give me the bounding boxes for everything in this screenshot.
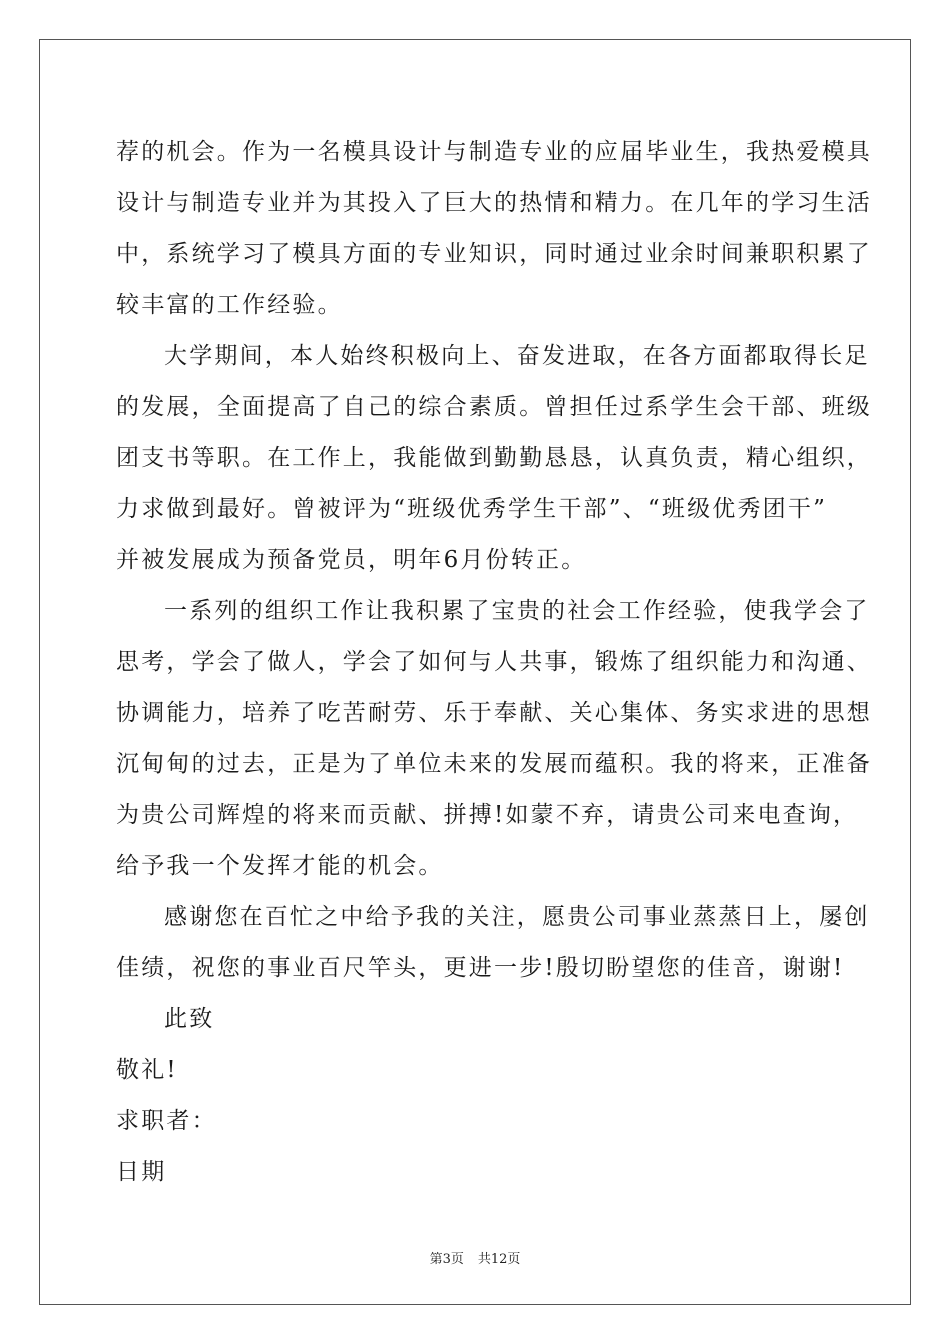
text-line: 求职者： (116, 1108, 217, 1134)
text-line: 荐的机会。作为一名模具设计与制造专业的应届毕业生，我热爱模具 (116, 139, 872, 165)
text-line: 中，系统学习了模具方面的专业知识，同时通过业余时间兼职积累了 (116, 241, 872, 267)
page-total: 共12页 (477, 1252, 521, 1267)
text-line: 的发展，全面提高了自己的综合素质。曾担任过系学生会干部、班级 (116, 394, 872, 420)
text-line: 团支书等职。在工作上，我能做到勤勤恳恳，认真负责，精心组织， (116, 445, 872, 471)
paragraph (116, 127, 872, 331)
text-line: 并被发展成为预备党员，明年6月份转正。 (116, 547, 587, 573)
page-footer (0, 1248, 950, 1267)
text-line: 敬礼! (116, 1057, 178, 1083)
paragraph (116, 1045, 836, 1096)
text-line: 此致 (164, 1006, 215, 1032)
text-line: 感谢您在百忙之中给予我的关注，愿贵公司事业蒸蒸日上，屡创 (164, 904, 870, 930)
text-line: 日期 (116, 1159, 167, 1185)
page-number: 第3页 (429, 1252, 464, 1267)
text-line: 大学期间，本人始终积极向上、奋发进取，在各方面都取得长足 (164, 343, 870, 369)
text-line: 为贵公司辉煌的将来而贡献、拼搏!如蒙不弃，请贵公司来电查询， (116, 802, 859, 828)
paragraph (116, 892, 870, 994)
text-line: 给予我一个发挥才能的机会。 (116, 853, 444, 879)
text-line: 一系列的组织工作让我积累了宝贵的社会工作经验，使我学会了 (164, 598, 870, 624)
paragraph (116, 331, 872, 586)
text-line: 沉甸甸的过去，正是为了单位未来的发展而蕴积。我的将来，正准备 (116, 751, 872, 777)
text-line: 思考，学会了做人，学会了如何与人共事，锻炼了组织能力和沟通、 (116, 649, 872, 675)
paragraph (116, 1096, 836, 1147)
paragraph (116, 586, 872, 892)
text-line: 力求做到最好。曾被评为“班级优秀学生干部”、“班级优秀团干” (116, 496, 828, 522)
paragraph (116, 994, 836, 1045)
text-line: 协调能力，培养了吃苦耐劳、乐于奉献、关心集体、务实求进的思想 (116, 700, 872, 726)
text-line: 设计与制造专业并为其投入了巨大的热情和精力。在几年的学习生活 (116, 190, 872, 216)
text-line: 佳绩，祝您的事业百尺竿头，更进一步!殷切盼望您的佳音，谢谢! (116, 955, 845, 981)
text-line: 较丰富的工作经验。 (116, 292, 343, 318)
paragraph (116, 1147, 836, 1198)
letter-body (116, 127, 872, 1198)
